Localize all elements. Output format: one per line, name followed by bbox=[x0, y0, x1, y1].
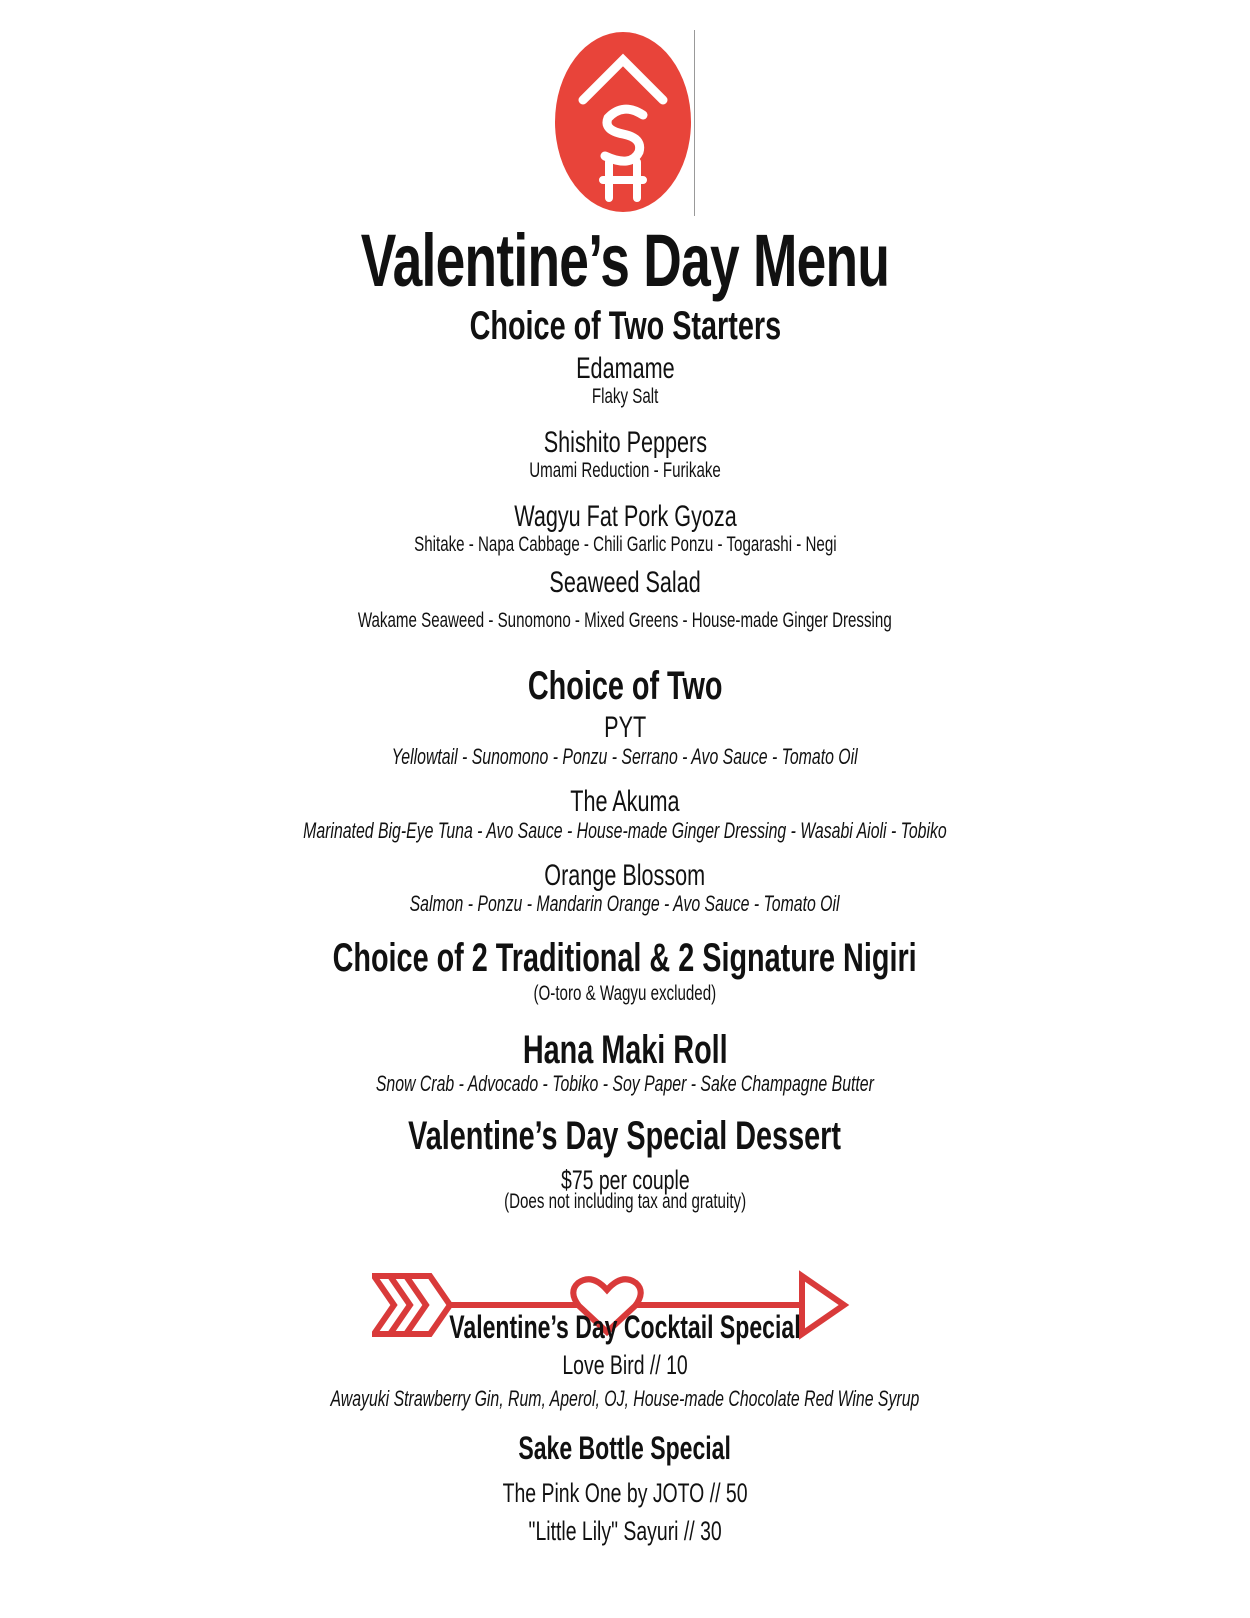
cocktail-name: Love Bird // 10 bbox=[562, 1350, 688, 1380]
starters-heading: Choice of Two Starters bbox=[469, 304, 781, 348]
choice-item-desc: Yellowtail - Sunomono - Ponzu - Serrano - Avo Sauce - Tomato Oil bbox=[391, 744, 859, 769]
starter-name: Edamame bbox=[575, 352, 675, 385]
choice-item-name: The Akuma bbox=[570, 785, 680, 818]
roll-heading: Hana Maki Roll bbox=[522, 1028, 728, 1072]
sake-item: "Little Lily" Sayuri // 30 bbox=[528, 1516, 722, 1546]
sake-heading: Sake Bottle Special bbox=[518, 1430, 732, 1466]
sake-item: The Pink One by JOTO // 50 bbox=[502, 1478, 748, 1508]
starter-name: Seaweed Salad bbox=[549, 566, 701, 599]
starter-name: Shishito Peppers bbox=[543, 426, 707, 459]
cocktail-desc: Awayuki Strawberry Gin, Rum, Aperol, OJ, House-made Chocolate Red Wine Syrup bbox=[330, 1386, 920, 1411]
starter-desc: Wakame Seaweed - Sunomono - Mixed Greens - House-made Ginger Dressing bbox=[358, 609, 892, 632]
dessert-note: (Does not including tax and gratuity) bbox=[503, 1190, 747, 1213]
roll-desc: Snow Crab - Advocado - Tobiko - Soy Paper - Sake Champagne Butter bbox=[375, 1071, 875, 1096]
choice-item-desc: Salmon - Ponzu - Mandarin Orange - Avo Sauce - Tomato Oil bbox=[410, 891, 840, 916]
starter-desc: Umami Reduction - Furikake bbox=[529, 459, 721, 482]
starter-desc: Shitake - Napa Cabbage - Chili Garlic Ponzu - Togarashi - Negi bbox=[413, 533, 837, 556]
restaurant-logo-icon bbox=[553, 30, 693, 214]
dessert-price: $75 per couple bbox=[560, 1165, 690, 1195]
starter-name: Wagyu Fat Pork Gyoza bbox=[513, 500, 737, 533]
cocktail-heading: Valentine’s Day Cocktail Special bbox=[449, 1309, 801, 1345]
choice-item-name: Orange Blossom bbox=[544, 859, 706, 892]
nigiri-note: (O-toro & Wagyu excluded) bbox=[533, 982, 717, 1005]
page-title: Valentine’s Day Menu bbox=[360, 219, 890, 302]
starter-desc: Flaky Salt bbox=[591, 385, 659, 408]
choice-item-desc: Marinated Big-Eye Tuna - Avo Sauce - House-made Ginger Dressing - Wasabi Aioli - Tobiko bbox=[303, 818, 947, 843]
logo-divider bbox=[694, 30, 695, 216]
nigiri-heading: Choice of 2 Traditional & 2 Signature Nigiri bbox=[332, 936, 918, 980]
dessert-heading: Valentine’s Day Special Dessert bbox=[408, 1114, 842, 1158]
choice-two-heading: Choice of Two bbox=[527, 664, 723, 708]
choice-item-name: PYT bbox=[603, 711, 647, 744]
